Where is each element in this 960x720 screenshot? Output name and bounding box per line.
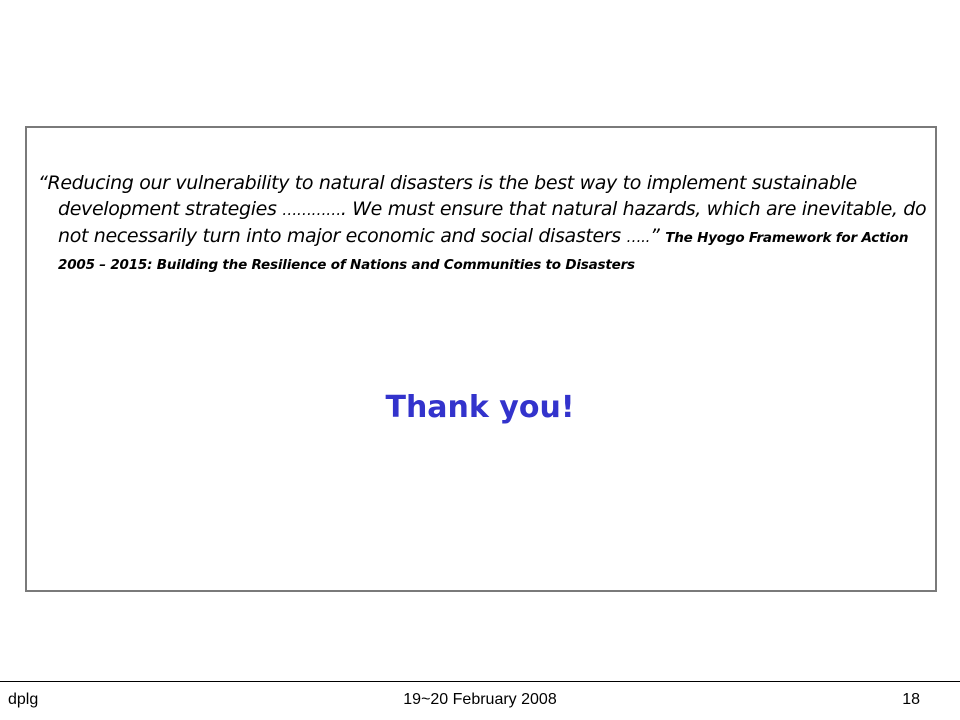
footer-date: 19~20 February 2008 [403,691,557,708]
footer-divider [0,681,960,682]
footer-organization: dplg [8,691,39,708]
quote-ellipsis-2: ….. [626,228,651,246]
quote-ellipsis-1: ………… [282,201,341,219]
thank-you-heading: Thank you! [385,390,575,425]
quote-text-middle: . We must ensure that natural hazards, which are inevitable, do not necessarily turn into major economic and social disasters [58,198,927,247]
footer-page-number: 18 [902,691,920,708]
quote-close-mark: ” [650,225,660,247]
hyogo-quote [38,170,930,276]
quote-text-start: “Reducing our vulnerability to natural disasters is the best way to implement sustainable development strategies [38,172,857,220]
quote-source: The Hyogo Framework for Action 2005 – 2015: Building the Resilience of Nations and Communities to Disasters [58,230,909,273]
